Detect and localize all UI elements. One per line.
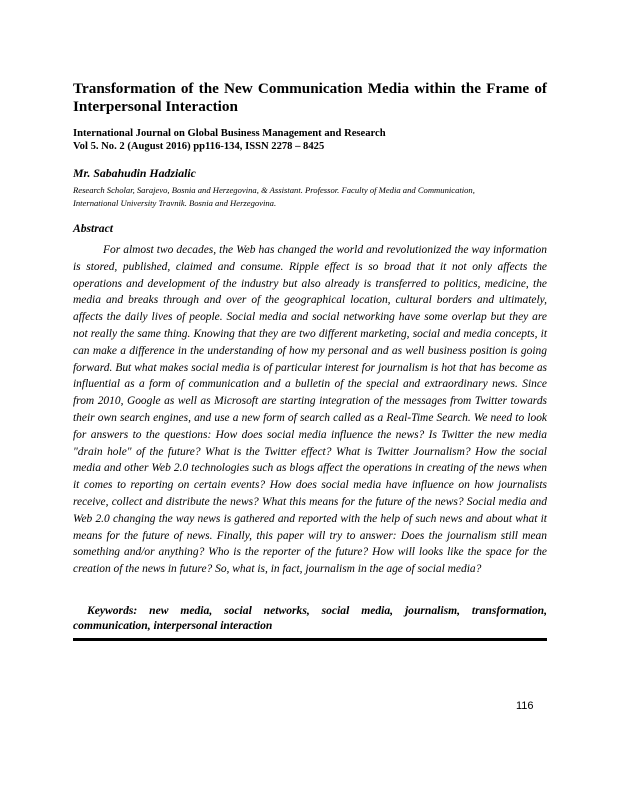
- affiliation-line: International University Travnik. Bosnia and Herzegovina.: [73, 198, 277, 208]
- abstract-body: For almost two decades, the Web has changed the world and revolutionized the way information is stored, published, claimed and consume. Ripple effect is so broad that it not only affects the operations and development of the industry but also already is transferred to politics, medicine, the media and breaks through and over of the geographical location, cultural borders and ultimately, affects the daily lives of people. Social media and social networking have some overlap but they are not really the same thing. Knowing that they are two different marketing, social and media concepts, it can make a difference in the understanding of how my personal and as well business position is going forward. But what makes social media is of particular interest for journalism is hot that has become as influential as a form of communication and a bulletin of the special and extraordinary news. Since from 2010, Google as well as Microsoft are starting integration of the messages from Twitter towards their own search engines, and use a new form of search called as a Real-Time Search. We need to look for answers to the questions: How does social media influence the news? Is Twitter the new media "drain hole" of the future? What is the Twitter effect? What is Twitter Journalism? How the social media and other Web 2.0 technologies such as blogs affect the operations in creating of the news when it comes to reporting on certain events? How does social media have influence on how journalists receive, collect and distribute the news? What this means for the future of the news? Social media and Web 2.0 changing the way news is gathered and reported with the help of such news and about what it means for the future of news. Finally, this paper will try to answer: Does the journalism still mean something and/or anything? Who is the reporter of the future? How will looks like the space for the creation of the news in future? So, what is, in fact, journalism in the age of social media?: [73, 244, 547, 576]
- journal-volume-issn: Vol 5. No. 2 (August 2016) pp116-134, ISSN 2278 – 8425: [73, 140, 325, 152]
- keywords: [73, 603, 547, 634]
- abstract-heading: Abstract: [73, 222, 113, 235]
- section-divider: [73, 638, 547, 641]
- journal-name: International Journal on Global Business Management and Research: [73, 128, 386, 139]
- keywords-list: new media, social networks, social media, journalism, transformation, communication, interpersonal interaction: [73, 604, 547, 633]
- page-number: 116: [516, 700, 534, 712]
- journal-citation: [73, 128, 547, 153]
- affiliation-line: Research Scholar, Sarajevo, Bosnia and Herzegovina, & Assistant. Professor. Faculty of Media and Communication,: [73, 185, 475, 195]
- author-affiliation: [73, 184, 547, 210]
- paper-title: Transformation of the New Communication Media within the Frame of Interpersonal Interaction: [73, 80, 547, 115]
- author-name: Mr. Sabahudin Hadzialic: [73, 166, 196, 180]
- paper-page: [73, 0, 547, 800]
- keywords-label: Keywords:: [87, 604, 138, 617]
